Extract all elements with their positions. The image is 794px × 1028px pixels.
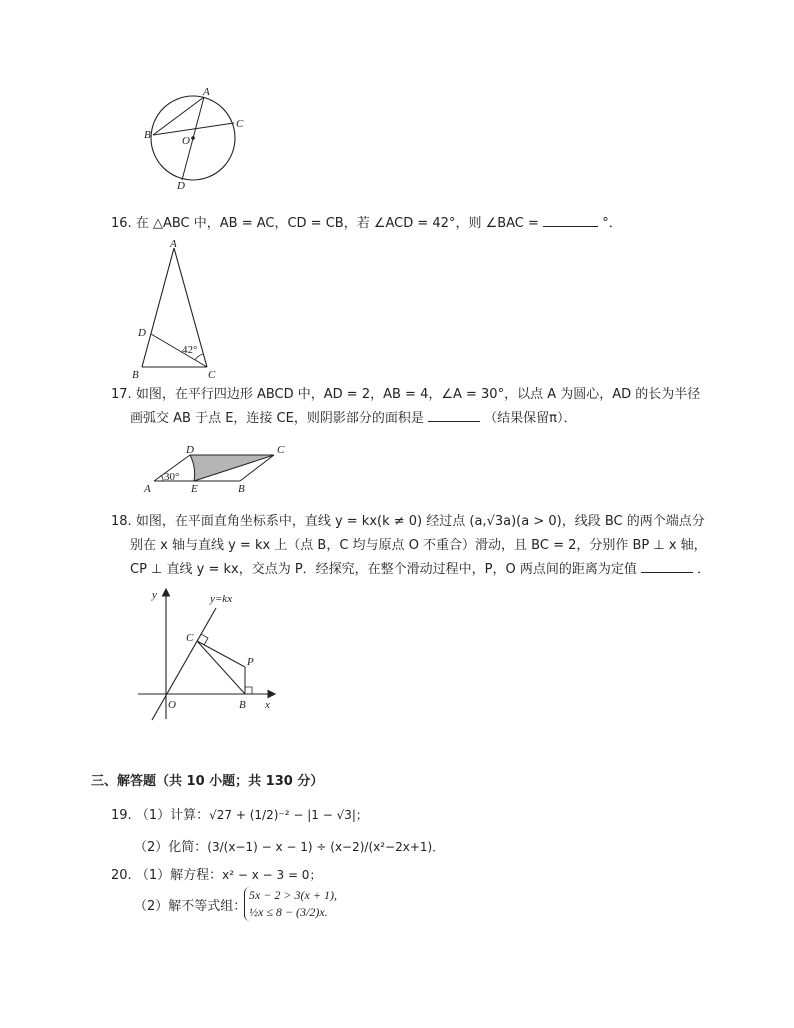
q19-p1-expression: √27 + (1/2)⁻² − |1 − √3|； bbox=[209, 808, 368, 822]
question-18-line1 bbox=[111, 510, 705, 534]
question-17-line1 bbox=[111, 383, 700, 407]
fig18-label-p: P bbox=[247, 656, 254, 668]
fig17-label-d: D bbox=[186, 444, 194, 456]
question-20-part1 bbox=[111, 863, 321, 888]
fig17-label-b: B bbox=[238, 483, 245, 495]
question-18-line2 bbox=[130, 534, 707, 558]
fig18-label-y: y bbox=[152, 589, 157, 601]
q18-line3a: CP ⊥ 直线 y = kx，交点为 P．经探究，在整个滑动过程中，P，O 两点间的距离为定值 bbox=[130, 562, 637, 577]
q20-number: 20. bbox=[111, 868, 132, 883]
question-19-part1 bbox=[111, 803, 368, 828]
q20-p1-label: （1）解方程： bbox=[135, 868, 223, 883]
fig18-label-b: B bbox=[239, 699, 246, 711]
q18-number: 18. bbox=[111, 514, 132, 529]
q20-p1-expression: x² − x − 3 = 0； bbox=[222, 868, 322, 882]
section-3-title: 三、解答题（共 10 小题；共 130 分） bbox=[91, 774, 324, 789]
fig15-label-b: B bbox=[144, 129, 151, 141]
fig16-angle-label: 42° bbox=[182, 344, 198, 356]
q19-p1-label: （1）计算： bbox=[135, 808, 210, 823]
fig16-label-c: C bbox=[208, 369, 216, 380]
fig18-line-label: y=kx bbox=[210, 593, 233, 605]
fig18-label-o: O bbox=[168, 699, 176, 711]
q17-line2a: 画弧交 AB 于点 E，连接 CE，则阴影部分的面积是 bbox=[130, 411, 424, 426]
q17-number: 17. bbox=[111, 387, 132, 402]
question-16 bbox=[111, 212, 622, 236]
question-18-line3 bbox=[130, 558, 710, 582]
fig16-label-a: A bbox=[170, 238, 177, 250]
q18-line3b: ． bbox=[697, 562, 711, 577]
fig15-label-a: A bbox=[203, 86, 210, 98]
fig17-label-e: E bbox=[191, 483, 198, 495]
q19-p2-expression: (3/(x−1) − x − 1) ÷ (x−2)/(x²−2x+1)． bbox=[207, 840, 445, 854]
q20-p2-label: （2）解不等式组： bbox=[134, 899, 247, 914]
q18-line2: 别在 x 轴与直线 y = kx 上（点 B，C 均与原点 O 不重合）滑动，且 BC = 2，分别作 BP ⊥ x 轴， bbox=[130, 538, 707, 553]
triangle-figure bbox=[130, 238, 230, 380]
question-20-part2 bbox=[134, 895, 246, 919]
fig17-angle-label: 30° bbox=[164, 471, 180, 483]
q16-text: 在 △ABC 中，AB = AC，CD = CB，若 ∠ACD = 42°，则 ∠BAC = bbox=[135, 216, 539, 231]
fig15-label-o: O bbox=[182, 135, 190, 147]
q19-p2-label: （2）化简： bbox=[134, 840, 208, 855]
fig18-label-x: x bbox=[265, 699, 270, 711]
q20-p2-line1: 5x − 2 > 3(x + 1), bbox=[249, 888, 337, 902]
q16-number: 16. bbox=[111, 216, 132, 231]
q17-answer-blank[interactable] bbox=[428, 407, 480, 422]
circle-figure bbox=[140, 85, 250, 193]
q16-answer-blank[interactable] bbox=[543, 212, 598, 227]
coordinate-figure bbox=[130, 584, 280, 724]
q18-line1: 如图，在平面直角坐标系中，直线 y = kx(k ≠ 0) 经过点 (a,√3a)(a > 0)，线段 BC 的两个端点分 bbox=[135, 514, 705, 529]
fig15-label-c: C bbox=[236, 118, 244, 130]
fig16-label-b: B bbox=[132, 369, 139, 380]
question-19-part2 bbox=[134, 835, 444, 860]
fig15-label-d: D bbox=[177, 180, 185, 192]
q20-p2-line2: ½x ≤ 8 − (3/2)x. bbox=[249, 905, 328, 919]
fig17-label-a: A bbox=[144, 483, 151, 495]
q19-number: 19. bbox=[111, 808, 132, 823]
q18-answer-blank[interactable] bbox=[641, 558, 693, 573]
fig17-label-c: C bbox=[277, 444, 285, 456]
question-17-line2 bbox=[130, 407, 576, 431]
fig16-label-d: D bbox=[138, 327, 146, 339]
parallelogram-figure bbox=[140, 442, 300, 496]
fig18-label-c: C bbox=[186, 632, 194, 644]
q16-suffix: °． bbox=[602, 216, 622, 231]
q17-line1: 如图，在平行四边形 ABCD 中，AD = 2，AB = 4，∠A = 30°，以点 A 为圆心，AD 的长为半径 bbox=[135, 387, 701, 402]
q20-inequality-system bbox=[244, 887, 337, 921]
q17-line2b: （结果保留π）． bbox=[484, 411, 577, 426]
